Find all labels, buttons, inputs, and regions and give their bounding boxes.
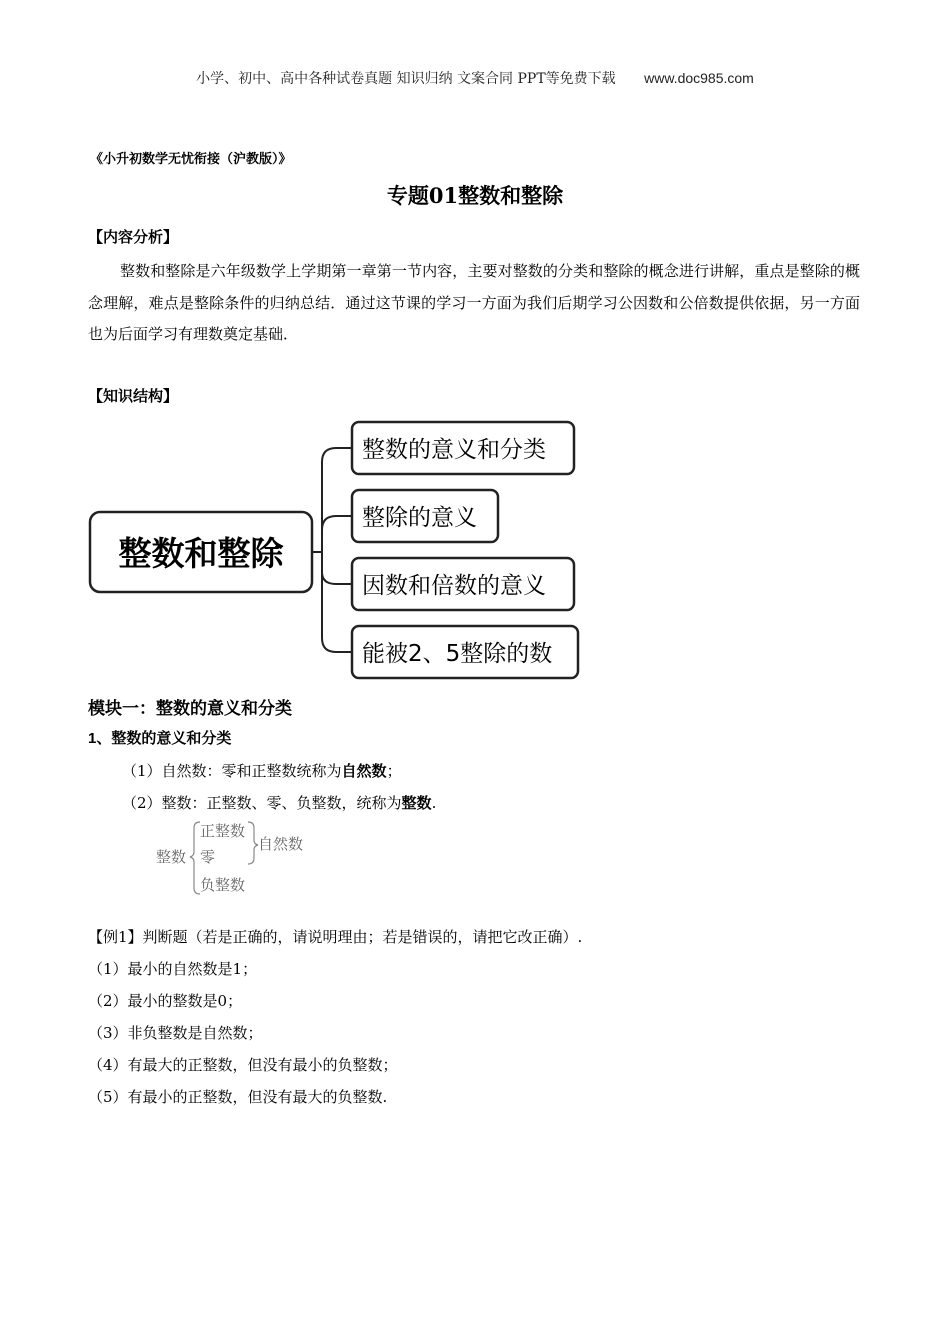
page-header <box>0 68 950 88</box>
classification-item-2: 零 <box>200 848 216 866</box>
content-analysis-text: 整数和整除是六年级数学上学期第一章第一节内容，主要对整数的分类和整除的概念进行讲解，重点是整除的概念理解，难点是整除条件的归纳总结．通过这节课的学习一方面为我们后期学习公因数和公倍数提供依据，另一方面也为后面学习有理数奠定基础． <box>88 262 860 343</box>
mindmap-root-label: 整数和整除 <box>118 534 284 573</box>
header-text: 小学、初中、高中各种试卷真题 知识归纳 文案合同 PPT等免费下载 <box>196 71 616 87</box>
example1-item-4: （4）有最大的正整数，但没有最小的负整数； <box>88 1056 398 1074</box>
example1-item-5: （5）有最小的正整数，但没有最大的负整数. <box>88 1088 388 1106</box>
mindmap-branch-3: 因数和倍数的意义 <box>362 573 546 599</box>
module1-subheading: 1、整数的意义和分类 <box>88 730 232 747</box>
page-title: 专题01整数和整除 <box>386 183 564 208</box>
classification-item-1: 正整数 <box>200 822 246 840</box>
example1-item-2: （2）最小的整数是0； <box>88 992 243 1010</box>
classification-left: 整数 <box>156 848 187 866</box>
definition-natural-numbers: （1）自然数：零和正整数统称为自然数； <box>122 762 402 780</box>
mindmap-branch-1: 整数的意义和分类 <box>362 437 546 463</box>
module1-title: 模块一：整数的意义和分类 <box>88 699 292 719</box>
classification-item-3: 负整数 <box>200 876 246 894</box>
example1-item-3: （3）非负整数是自然数； <box>88 1024 263 1042</box>
definition-integers: （2）整数：正整数、零、负整数，统称为整数. <box>122 794 437 812</box>
series-title: 《小升初数学无忧衔接（沪教版）》 <box>90 152 292 167</box>
content-analysis-heading: 【内容分析】 <box>88 228 179 246</box>
example1-prompt: 【例1】判断题（若是正确的，请说明理由；若是错误的，请把它改正确）. <box>88 928 583 946</box>
header-url[interactable]: www.doc985.com <box>644 70 754 86</box>
knowledge-mindmap <box>86 412 586 688</box>
integer-classification-diagram <box>150 816 320 904</box>
example1-item-1: （1）最小的自然数是1； <box>88 960 258 978</box>
mindmap-connectors <box>312 448 352 652</box>
mindmap-branch-2: 整除的意义 <box>362 505 477 531</box>
knowledge-structure-heading: 【知识结构】 <box>88 387 179 405</box>
mindmap-branch-4: 能被2、5整除的数 <box>362 641 553 667</box>
classification-right: 自然数 <box>258 835 304 853</box>
